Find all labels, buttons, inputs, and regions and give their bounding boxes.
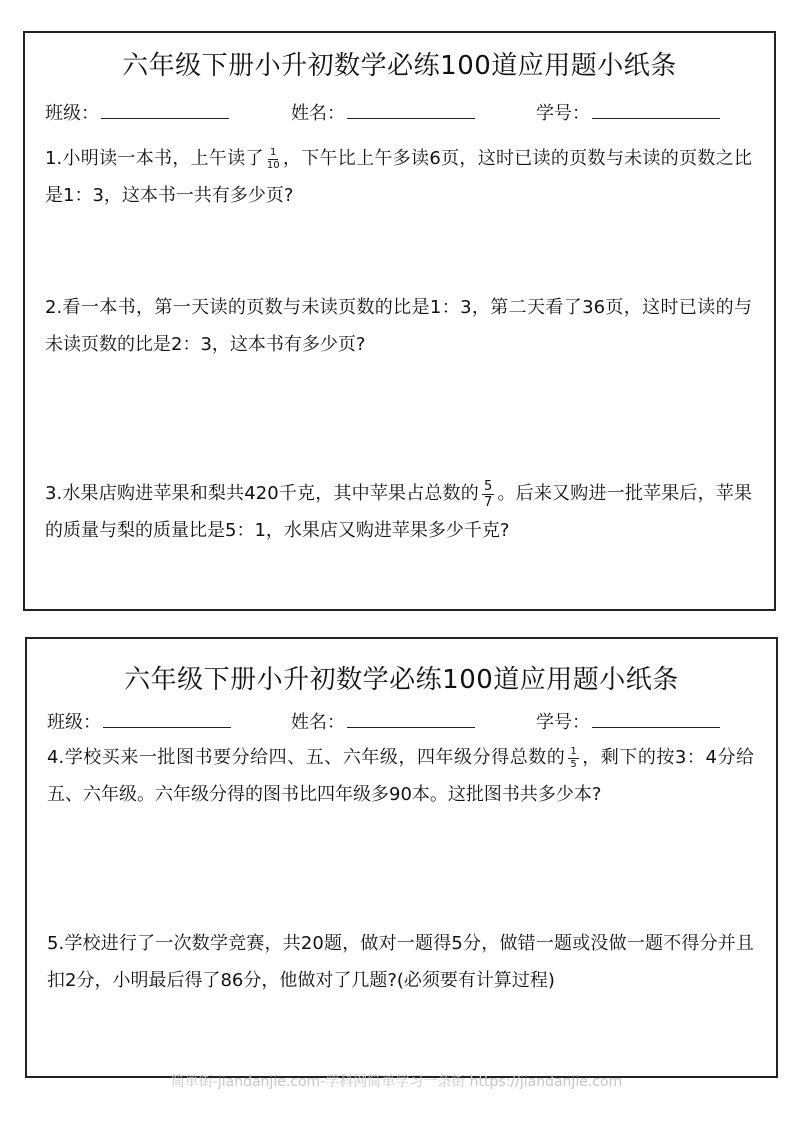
- class-label: 班级：: [45, 103, 99, 124]
- class-label: 班级：: [47, 712, 101, 733]
- class-blank[interactable]: [101, 100, 229, 119]
- question-1: 1.小明读一本书，上午读了 $\frac{1}{10}$ ，下午比上午多读6页，这时已读的页数与未读的页数之比是1：3，这本书一共有多少页?: [45, 146, 752, 206]
- question-3: 3.水果店购进苹果和梨共420千克，其中苹果占总数的 $\frac{5}{7}$ 。后来又购进一批苹果后，苹果的质量与梨的质量比是5：1，水果店又购进苹果多少千克?: [45, 478, 752, 541]
- fraction-5-7: $\frac{5}{7}$: [484, 478, 493, 510]
- class-blank[interactable]: [103, 709, 231, 728]
- student-id-blank[interactable]: [592, 100, 720, 119]
- name-field[interactable]: [291, 99, 475, 125]
- watermark-footer: 简单街-jiandanjie.com-学科网简单学习一条街 https://jiandanjie.com: [170, 1074, 623, 1090]
- class-field[interactable]: [47, 708, 231, 734]
- student-info-row: [47, 708, 756, 732]
- student-id-label: 学号：: [536, 712, 590, 733]
- name-label: 姓名：: [291, 712, 345, 733]
- fraction-1-10: $\frac{1}{10}$: [266, 146, 280, 171]
- name-blank[interactable]: [347, 100, 475, 119]
- student-id-blank[interactable]: [592, 709, 720, 728]
- question-2: 2.看一本书，第一天读的页数与未读页数的比是1：3，第二天看了36页，这时已读的与未读页数的比是2：3，这本书有多少页?: [45, 297, 752, 355]
- question-4: 4.学校买来一批图书要分给四、五、六年级，四年级分得总数的 $\frac{1}{5}$ ，剩下的按3：4分给五、六年级。六年级分得的图书比四年级多90本。这批图书共多少本?: [47, 745, 754, 805]
- name-label: 姓名：: [291, 103, 345, 124]
- worksheet-card-1: [23, 31, 776, 611]
- student-id-field[interactable]: [536, 708, 720, 734]
- name-blank[interactable]: [347, 709, 475, 728]
- sheet-title: 六年级下册小升初数学必练100道应用题小纸条: [122, 51, 677, 81]
- question-5: 5.学校进行了一次数学竞赛，共20题，做对一题得5分，做错一题或没做一题不得分并且扣2分，小明最后得了86分，他做对了几题?(必须要有计算过程): [47, 933, 754, 991]
- sheet-title: 六年级下册小升初数学必练100道应用题小纸条: [124, 665, 679, 695]
- name-field[interactable]: [291, 708, 475, 734]
- student-id-label: 学号：: [536, 103, 590, 124]
- worksheet-card-2: [25, 637, 778, 1078]
- class-field[interactable]: [45, 99, 229, 125]
- student-id-field[interactable]: [536, 99, 720, 125]
- student-info-row: [45, 99, 754, 123]
- fraction-1-5: $\frac{1}{5}$: [570, 745, 577, 770]
